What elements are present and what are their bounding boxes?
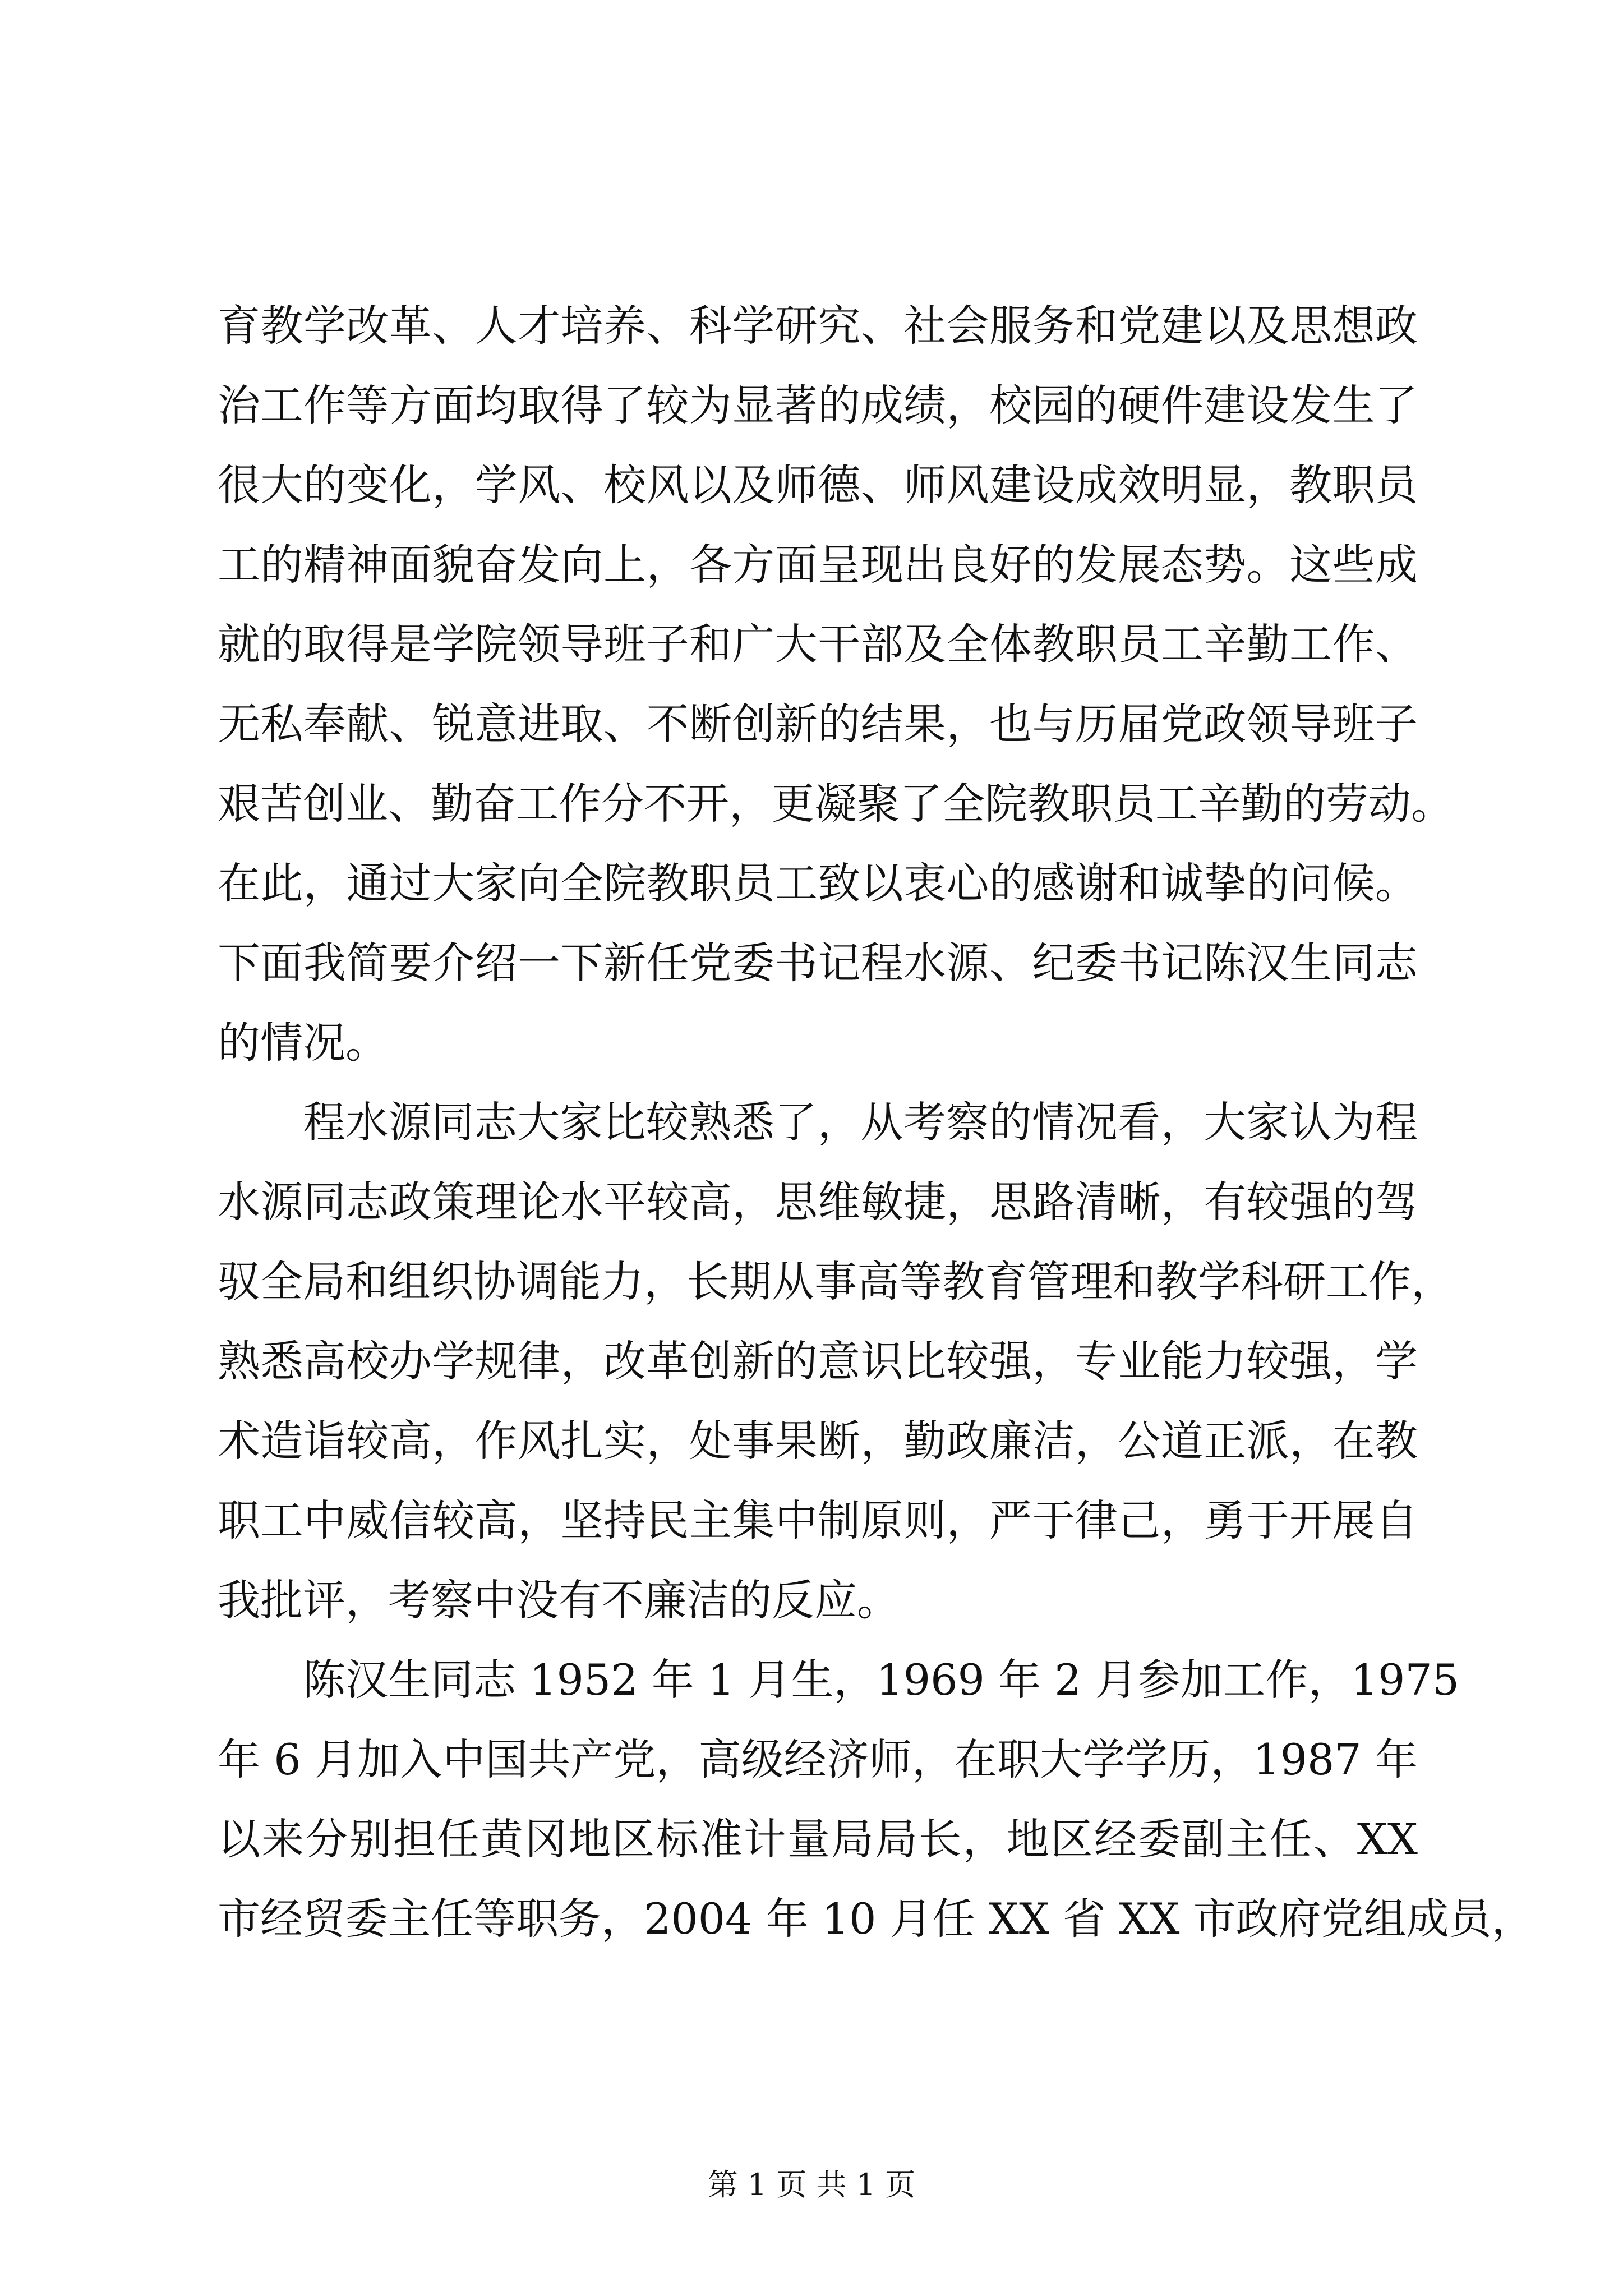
text-line: 下面我简要介绍一下新任党委书记程水源、纪委书记陈汉生同志: [218, 938, 1418, 988]
text-line: 育教学改革、人才培养、科学研究、社会服务和党建以及思想政: [218, 301, 1418, 351]
text-line: 程水源同志大家比较熟悉了，从考察的情况看，大家认为程: [303, 1097, 1418, 1147]
text-line: 驭全局和组织协调能力，长期从事高等教育管理和教学科研工作，: [218, 1257, 1454, 1306]
text-line: 熟悉高校办学规律，改革创新的意识比较强，专业能力较强，学: [218, 1336, 1418, 1386]
text-line: 以来分别担任黄冈地区标准计量局局长，地区经委副主任、XX: [218, 1814, 1418, 1864]
text-line: 治工作等方面均取得了较为显著的成绩，校园的硬件建设发生了: [218, 380, 1418, 430]
page-footer: [0, 2165, 1623, 2205]
text-line: 就的取得是学院领导班子和广大干部及全体教职员工辛勤工作、: [218, 619, 1418, 669]
text-line: 陈汉生同志 1952 年 1 月生，1969 年 2 月参加工作，1975: [303, 1655, 1460, 1705]
text-line: 职工中威信较高，坚持民主集中制原则，严于律己，勇于开展自: [218, 1496, 1418, 1545]
text-line: 我批评，考察中没有不廉洁的反应。: [218, 1575, 900, 1625]
text-line: 艰苦创业、勤奋工作分不开，更凝聚了全院教职员工辛勤的劳动。: [218, 779, 1454, 829]
text-line: 无私奉献、锐意进取、不断创新的结果，也与历届党政领导班子: [218, 699, 1418, 749]
text-line: 的情况。: [218, 1018, 388, 1068]
text-line: 水源同志政策理论水平较高，思维敏捷，思路清晰，有较强的驾: [218, 1177, 1418, 1227]
text-line: 市经贸委主任等职务，2004 年 10 月任 XX 省 XX 市政府党组成员，: [218, 1894, 1534, 1944]
body-text: [218, 286, 1534, 1959]
text-line: 工的精神面貌奋发向上，各方面呈现出良好的发展态势。这些成: [218, 540, 1418, 590]
text-line: 很大的变化，学风、校风以及师德、师风建设成效明显，教职员: [218, 460, 1418, 510]
text-line: 在此，通过大家向全院教职员工致以衷心的感谢和诚挚的问候。: [218, 858, 1418, 908]
page-number: 第 1 页 共 1 页: [707, 2167, 916, 2202]
text-line: 年 6 月加入中国共产党，高级经济师，在职大学学历，1987 年: [218, 1734, 1418, 1784]
text-line: 术造诣较高，作风扎实，处事果断，勤政廉洁，公道正派，在教: [218, 1416, 1418, 1466]
